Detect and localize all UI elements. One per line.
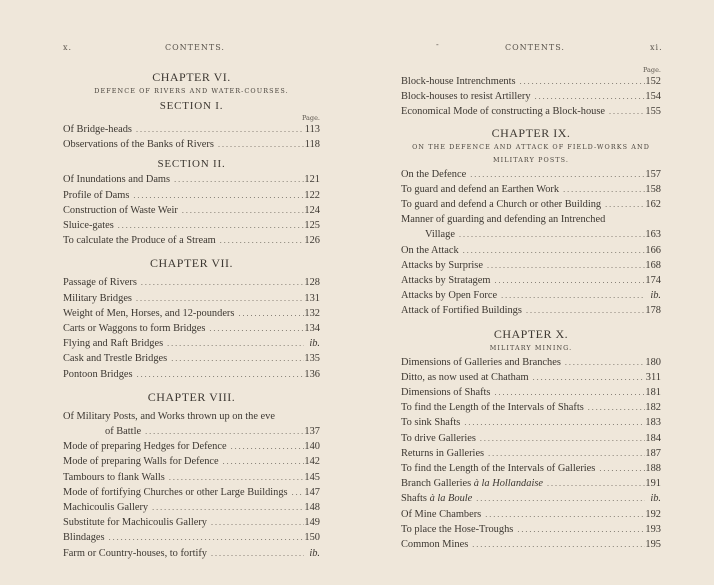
entry-page: 136 <box>304 368 320 380</box>
entry-title: Sluice-gates <box>63 220 114 232</box>
leader-dots <box>472 491 645 506</box>
toc-entry[interactable] <box>401 197 661 212</box>
toc-entry[interactable] <box>63 122 320 137</box>
entry-title: Village <box>425 229 455 241</box>
entry-page: ib. <box>650 290 661 302</box>
toc-entry[interactable] <box>401 370 661 385</box>
contents-column <box>401 66 661 552</box>
entry-title: Ditto, as now used at Chatham <box>401 371 529 383</box>
entry-page: 158 <box>645 183 661 195</box>
entry-title: Mode of fortifying Churches or other Large Buildings <box>63 486 288 498</box>
leader-dots <box>205 321 304 336</box>
leader-dots <box>522 303 645 318</box>
toc-entry[interactable] <box>401 74 661 89</box>
toc-entry[interactable] <box>401 400 661 415</box>
entry-page: 183 <box>645 417 661 429</box>
toc-entry[interactable] <box>401 431 661 446</box>
entry-title: Carts or Waggons to form Bridges <box>63 323 206 335</box>
entry-title: Observations of the Banks of Rivers <box>63 139 214 151</box>
toc-entry[interactable] <box>63 546 320 561</box>
leader-dots <box>543 476 645 491</box>
entry-page: 121 <box>304 174 320 186</box>
chapter-subtitle: MILITARY MINING. <box>489 343 573 352</box>
toc-entry[interactable] <box>63 470 320 485</box>
entry-page: 113 <box>304 124 320 135</box>
leader-dots <box>141 424 304 439</box>
entry-page: 191 <box>645 478 661 490</box>
leader-dots <box>163 336 304 351</box>
entry-list <box>401 243 661 319</box>
folio-number: x. <box>63 43 73 52</box>
entry-list <box>63 275 320 381</box>
entry-page: 195 <box>645 539 661 551</box>
leader-dots <box>165 470 304 485</box>
entry-page: 181 <box>645 387 661 399</box>
entry-title: Attacks by Surprise <box>401 259 483 271</box>
toc-entry[interactable] <box>63 203 320 218</box>
entry-title: To guard and defend a Church or other Building <box>401 199 602 211</box>
entry-title: Of Mine Chambers <box>401 508 482 520</box>
entry-page: 184 <box>645 432 661 444</box>
toc-entry[interactable] <box>401 227 661 242</box>
leader-dots <box>114 218 304 233</box>
leader-dots <box>476 431 645 446</box>
entry-title: To find the Length of the Intervals of Galleries <box>401 463 596 475</box>
entry-title: Common Mines <box>401 539 469 551</box>
entry-title: Attacks by Open Force <box>401 290 498 302</box>
entry-page: 150 <box>304 532 320 544</box>
entry-list <box>63 439 320 561</box>
toc-entry[interactable] <box>401 89 661 104</box>
entry-page: 157 <box>645 168 661 180</box>
entry-title-italic: à la Boule <box>429 493 473 505</box>
entry-title-italic: à la Hollandaise <box>473 478 543 490</box>
entry-page: ib. <box>309 338 320 350</box>
toc-entry[interactable] <box>401 104 661 119</box>
entry-title: To drive Galleries <box>401 432 476 444</box>
toc-entry[interactable] <box>63 188 320 203</box>
print-mark: - <box>436 40 440 49</box>
right-page <box>357 0 714 585</box>
toc-entry[interactable] <box>401 258 661 273</box>
entry-page: 174 <box>645 275 661 287</box>
toc-entry[interactable] <box>63 530 320 545</box>
toc-entry[interactable] <box>63 454 320 469</box>
entry-page: 128 <box>304 277 320 289</box>
leader-dots <box>601 197 645 212</box>
entry-page: 118 <box>304 139 320 151</box>
entry-page: 147 <box>304 486 320 498</box>
entry-title: Machicoulis Gallery <box>63 502 149 514</box>
entry-page: 188 <box>645 463 661 475</box>
toc-entry[interactable] <box>401 355 661 370</box>
chapter-subtitle: MILITARY POSTS. <box>492 155 570 164</box>
entry-title: Farm or Country-houses, to fortify <box>63 547 208 559</box>
toc-entry[interactable] <box>63 275 320 290</box>
leader-dots <box>497 288 645 303</box>
leader-dots <box>219 454 304 469</box>
page-column-label: Page. <box>301 114 320 122</box>
entry-title: Blindages <box>63 532 105 544</box>
leader-dots <box>455 227 645 242</box>
chapter-heading: CHAPTER IX. <box>491 125 571 140</box>
entry-title: Attacks by Stratagem <box>401 275 491 287</box>
page-column-label: Page. <box>642 66 661 74</box>
entry-page: 132 <box>304 307 320 319</box>
entry-line1: Of Military Posts, and Works thrown up on the eve <box>63 410 275 422</box>
leader-dots <box>561 355 645 370</box>
leader-dots <box>513 522 645 537</box>
leader-dots <box>227 439 304 454</box>
leader-dots <box>207 515 304 530</box>
contents-column <box>63 70 320 561</box>
leader-dots <box>559 182 645 197</box>
entry-page: 152 <box>645 76 661 87</box>
entry-title: To place the Hose-Troughs <box>401 523 514 535</box>
entry-title: To sink Shafts <box>401 417 461 429</box>
chapter-heading: CHAPTER VIII. <box>147 389 236 404</box>
leader-dots <box>584 400 645 415</box>
entry-title: Tambours to flank Walls <box>63 471 165 483</box>
toc-entry[interactable] <box>63 336 320 351</box>
leader-dots <box>490 273 645 288</box>
entry-page: 131 <box>304 292 320 304</box>
entry-title: Mode of preparing Hedges for Defence <box>63 441 227 453</box>
entry-title: Economical Mode of constructing a Block-house <box>401 106 606 118</box>
entry-title-plain: Shafts <box>401 493 430 505</box>
entry-title: On the Attack <box>401 244 459 256</box>
leader-dots <box>490 385 645 400</box>
entry-page: 166 <box>645 244 661 256</box>
toc-entry[interactable] <box>63 306 320 321</box>
toc-entry[interactable] <box>401 303 661 318</box>
leader-dots <box>288 485 304 500</box>
toc-entry[interactable] <box>63 291 320 306</box>
leader-dots <box>605 104 645 119</box>
entry-list <box>401 74 661 120</box>
chapter-heading: CHAPTER VI. <box>152 70 231 84</box>
entry-page: 137 <box>304 426 320 438</box>
leader-dots <box>105 530 304 545</box>
entry-title: To find the Length of the Intervals of Shafts <box>401 402 584 414</box>
entry-title: Mode of preparing Walls for Defence <box>63 456 219 468</box>
toc-entry[interactable] <box>401 273 661 288</box>
entry-page: 168 <box>645 259 661 271</box>
toc-entry[interactable] <box>401 507 661 522</box>
entry-page: 187 <box>645 447 661 459</box>
section-heading: SECTION II. <box>157 158 226 171</box>
toc-entry[interactable] <box>63 367 320 382</box>
chapter-subtitle: ON THE DEFENCE AND ATTACK OF FIELD-WORKS AND <box>412 142 650 151</box>
entry-page: 311 <box>645 371 661 383</box>
entry-page: 135 <box>304 353 320 365</box>
toc-entry[interactable] <box>63 515 320 530</box>
entry-title: Flying and Raft Bridges <box>63 338 164 350</box>
toc-entry[interactable] <box>401 415 661 430</box>
toc-entry[interactable] <box>401 243 661 258</box>
leader-dots <box>132 122 304 137</box>
entry-list <box>63 172 320 248</box>
entry-page: 134 <box>304 323 320 335</box>
toc-entry[interactable] <box>401 288 661 303</box>
leader-dots <box>216 233 304 248</box>
folio-number: xi. <box>650 43 663 52</box>
toc-entry[interactable] <box>401 522 661 537</box>
leader-dots <box>133 367 304 382</box>
entry-title: of Battle <box>105 426 142 438</box>
entry-page: 155 <box>645 106 661 118</box>
leader-dots <box>132 291 304 306</box>
entry-page: 126 <box>304 235 320 247</box>
entry-title: Of Bridge-heads <box>63 124 132 135</box>
leader-dots <box>484 446 645 461</box>
leader-dots <box>481 507 645 522</box>
toc-entry[interactable] <box>401 537 661 552</box>
entry-title: Substitute for Machicoulis Gallery <box>63 517 207 529</box>
entry-title: To calculate the Produce of a Stream <box>63 235 216 247</box>
leader-dots <box>178 203 304 218</box>
entry-page: 192 <box>645 508 661 520</box>
entry-title: Dimensions of Galleries and Branches <box>401 356 561 368</box>
entry-page: 145 <box>304 471 320 483</box>
toc-entry[interactable] <box>63 424 320 439</box>
toc-entry[interactable] <box>63 218 320 233</box>
entry-title: Construction of Waste Weir <box>63 204 178 216</box>
toc-entry[interactable] <box>63 321 320 336</box>
toc-entry[interactable] <box>63 172 320 187</box>
toc-entry[interactable] <box>63 439 320 454</box>
entry-title: Dimensions of Shafts <box>401 387 491 399</box>
leader-dots <box>207 546 304 561</box>
entry-title: On the Defence <box>401 168 467 180</box>
entry-title: To guard and defend an Earthen Work <box>401 183 560 195</box>
entry-page: 122 <box>304 189 320 201</box>
toc-entry[interactable] <box>63 485 320 500</box>
entry-title: Attack of Fortified Buildings <box>401 305 522 317</box>
entry-title <box>401 491 472 506</box>
toc-entry[interactable] <box>63 351 320 366</box>
entry-page: 124 <box>304 204 320 216</box>
leader-dots <box>234 306 304 321</box>
entry-page: 154 <box>645 91 661 103</box>
entry-page: 125 <box>304 220 320 232</box>
entry-page: 148 <box>304 502 320 514</box>
leader-dots <box>483 258 645 273</box>
entry-page: 178 <box>645 305 661 317</box>
leader-dots <box>137 275 304 290</box>
entry-title: Of Inundations and Dams <box>63 174 171 186</box>
toc-entry[interactable] <box>401 461 661 476</box>
entry-title: Returns in Galleries <box>401 447 485 459</box>
leader-dots <box>516 74 645 89</box>
entry-list <box>401 167 661 213</box>
section-heading: SECTION I. <box>159 100 224 112</box>
toc-entry[interactable] <box>401 167 661 182</box>
chapter-subtitle: DEFENCE OF RIVERS AND WATER-COURSES. <box>94 87 289 95</box>
entry-page: 149 <box>304 517 320 529</box>
entry-title: Pontoon Bridges <box>63 368 133 380</box>
leader-dots <box>167 351 304 366</box>
entry-title-plain: Branch Galleries <box>401 478 474 490</box>
toc-entry[interactable] <box>401 476 661 491</box>
leader-dots <box>595 461 645 476</box>
entry-list <box>401 355 661 553</box>
entry-page: ib. <box>309 547 320 559</box>
entry-page: 180 <box>645 356 661 368</box>
entry-title: Weight of Men, Horses, and 12-pounders <box>63 307 235 319</box>
leader-dots <box>468 537 645 552</box>
entry-title: Block-houses to resist Artillery <box>401 91 531 103</box>
entry-title: Cask and Trestle Bridges <box>63 353 168 365</box>
entry-title: Block-house Intrenchments <box>401 76 516 87</box>
entry-title: Profile of Dams <box>63 189 130 201</box>
running-title: CONTENTS. <box>165 43 225 52</box>
toc-entry[interactable] <box>63 137 320 152</box>
leader-dots <box>214 137 304 152</box>
chapter-heading: CHAPTER VII. <box>149 256 234 271</box>
entry-page: 193 <box>645 523 661 535</box>
toc-entry[interactable] <box>63 500 320 515</box>
toc-entry[interactable] <box>401 385 661 400</box>
entry-title: Passage of Rivers <box>63 277 137 289</box>
leader-dots <box>466 167 645 182</box>
entry-title: Military Bridges <box>63 292 132 304</box>
entry-title <box>401 476 543 491</box>
leader-dots <box>129 188 304 203</box>
toc-entry[interactable] <box>401 446 661 461</box>
entry-page: 163 <box>645 229 661 241</box>
leader-dots <box>459 243 645 258</box>
leader-dots <box>148 500 304 515</box>
leader-dots <box>529 370 645 385</box>
entry-page: 182 <box>645 402 661 414</box>
toc-entry[interactable] <box>401 491 661 506</box>
entry-page: 140 <box>304 441 320 453</box>
entry-list <box>63 122 320 152</box>
leader-dots <box>170 172 304 187</box>
leader-dots <box>531 89 645 104</box>
running-title: CONTENTS. <box>505 43 565 52</box>
toc-entry[interactable] <box>401 182 661 197</box>
entry-page: 142 <box>304 456 320 468</box>
toc-entry[interactable] <box>63 233 320 248</box>
leader-dots <box>460 415 645 430</box>
entry-page: 162 <box>645 199 661 211</box>
chapter-heading: CHAPTER X. <box>493 326 569 341</box>
entry-page: ib. <box>650 493 661 505</box>
entry-line1: Manner of guarding and defending an Intrenched <box>401 214 606 226</box>
